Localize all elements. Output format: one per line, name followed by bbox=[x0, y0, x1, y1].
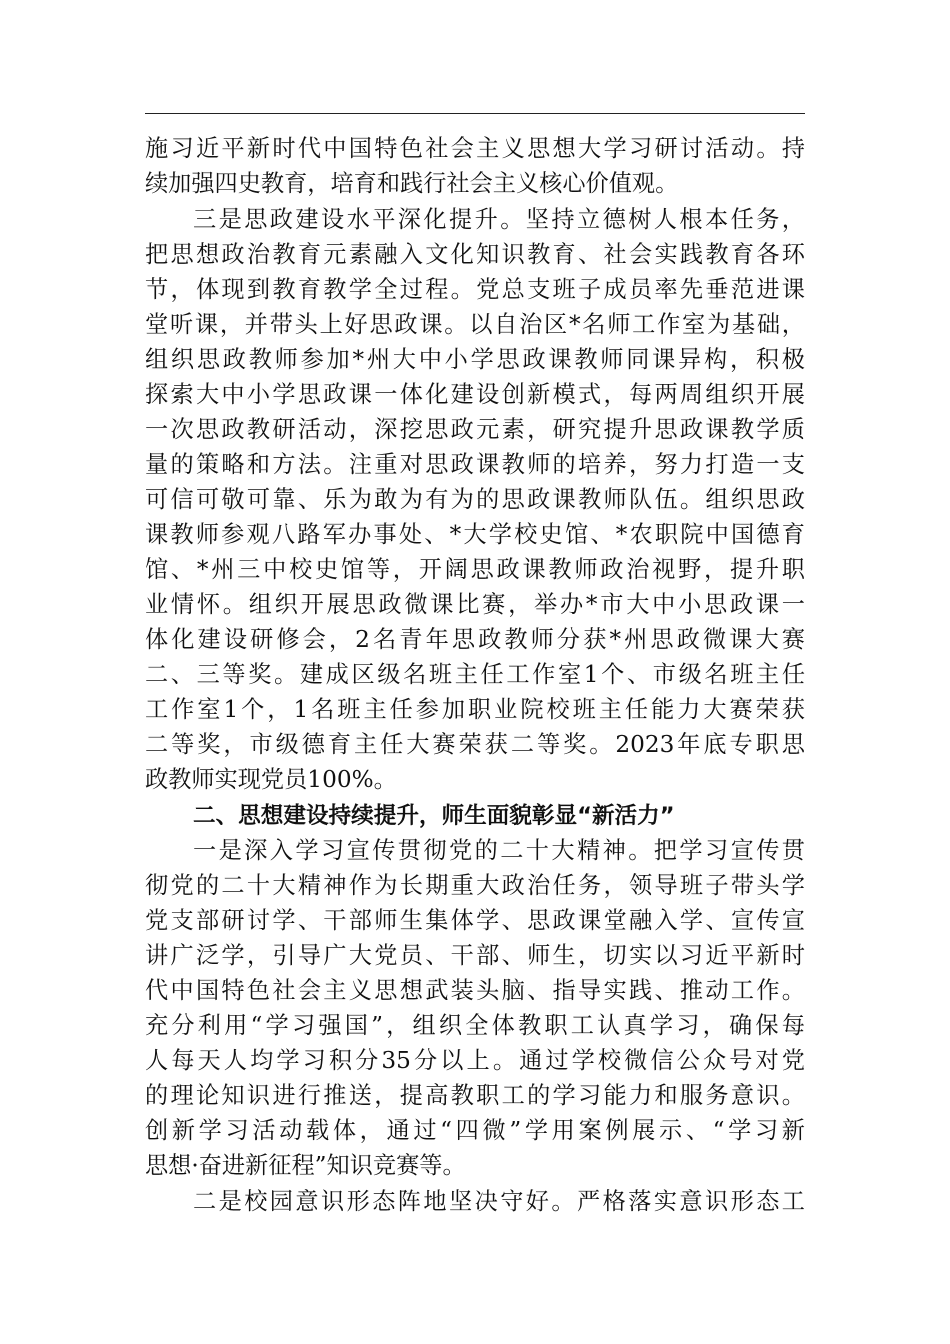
text-line: 工作室1个，1名班主任参加职业院校班主任能力大赛荣获 bbox=[145, 696, 805, 723]
text-line: 课教师参观八路军办事处、*大学校史馆、*农职院中国德育 bbox=[145, 521, 805, 548]
text-line: 组织思政教师参加*州大中小学思政课教师同课异构，积极 bbox=[145, 346, 805, 373]
text-line: 探索大中小学思政课一体化建设创新模式，每两周组织开展 bbox=[145, 381, 805, 408]
text-line: 二等奖，市级德育主任大赛荣获二等奖。2023年底专职思 bbox=[145, 731, 805, 758]
text-line: 体化建设研修会，2名青年思政教师分获*州思政微课大赛 bbox=[145, 626, 805, 653]
text-line: 代中国特色社会主义思想武装头脑、指导实践、推动工作。 bbox=[145, 977, 805, 1004]
paragraph-start-line: 三是思政建设水平深化提升。坚持立德树人根本任务， bbox=[193, 206, 805, 233]
text-line: 党支部研讨学、干部师生集体学、思政课堂融入学、宣传宣 bbox=[145, 907, 805, 934]
text-line: 人每天人均学习积分35分以上。通过学校微信公众号对党 bbox=[145, 1047, 805, 1074]
text-line: 堂听课，并带头上好思政课。以自治区*名师工作室为基础， bbox=[145, 311, 805, 338]
text-line: 馆、*州三中校史馆等，开阔思政课教师政治视野，提升职 bbox=[145, 556, 805, 583]
text-line: 业情怀。组织开展思政微课比赛，举办*市大中小思政课一 bbox=[145, 591, 805, 618]
text-line: 一次思政教研活动，深挖思政元素，研究提升思政课教学质 bbox=[145, 416, 805, 443]
text-line: 思想·奋进新征程”知识竞赛等。 bbox=[145, 1152, 466, 1179]
text-line: 把思想政治教育元素融入文化知识教育、社会实践教育各环 bbox=[145, 241, 805, 268]
text-line: 充分利用“学习强国”，组织全体教职工认真学习，确保每 bbox=[145, 1012, 805, 1039]
paragraph-start-line: 二是校园意识形态阵地坚决守好。严格落实意识形态工 bbox=[193, 1188, 805, 1215]
text-line: 的理论知识进行推送，提高教职工的学习能力和服务意识。 bbox=[145, 1082, 805, 1109]
text-line: 创新学习活动载体，通过“四微”学用案例展示、“学习新 bbox=[145, 1117, 805, 1144]
text-line: 彻党的二十大精神作为长期重大政治任务，领导班子带头学 bbox=[145, 872, 805, 899]
section-heading: 二、思想建设持续提升，师生面貌彰显“新活力” bbox=[193, 803, 675, 829]
text-line: 施习近平新时代中国特色社会主义思想大学习研讨活动。持 bbox=[145, 135, 805, 162]
text-line: 可信可敬可靠、乐为敢为有为的思政课教师队伍。组织思政 bbox=[145, 486, 805, 513]
text-line: 量的策略和方法。注重对思政课教师的培养，努力打造一支 bbox=[145, 451, 805, 478]
text-line: 政教师实现党员100%。 bbox=[145, 766, 397, 793]
paragraph-start-line: 一是深入学习宣传贯彻党的二十大精神。把学习宣传贯 bbox=[193, 837, 805, 864]
text-line: 续加强四史教育，培育和践行社会主义核心价值观。 bbox=[145, 170, 679, 197]
text-line: 二、三等奖。建成区级名班主任工作室1个、市级名班主任 bbox=[145, 661, 805, 688]
text-line: 节，体现到教育教学全过程。党总支班子成员率先垂范进课 bbox=[145, 276, 805, 303]
header-rule bbox=[145, 113, 805, 114]
text-line: 讲广泛学，引导广大党员、干部、师生，切实以习近平新时 bbox=[145, 942, 805, 969]
